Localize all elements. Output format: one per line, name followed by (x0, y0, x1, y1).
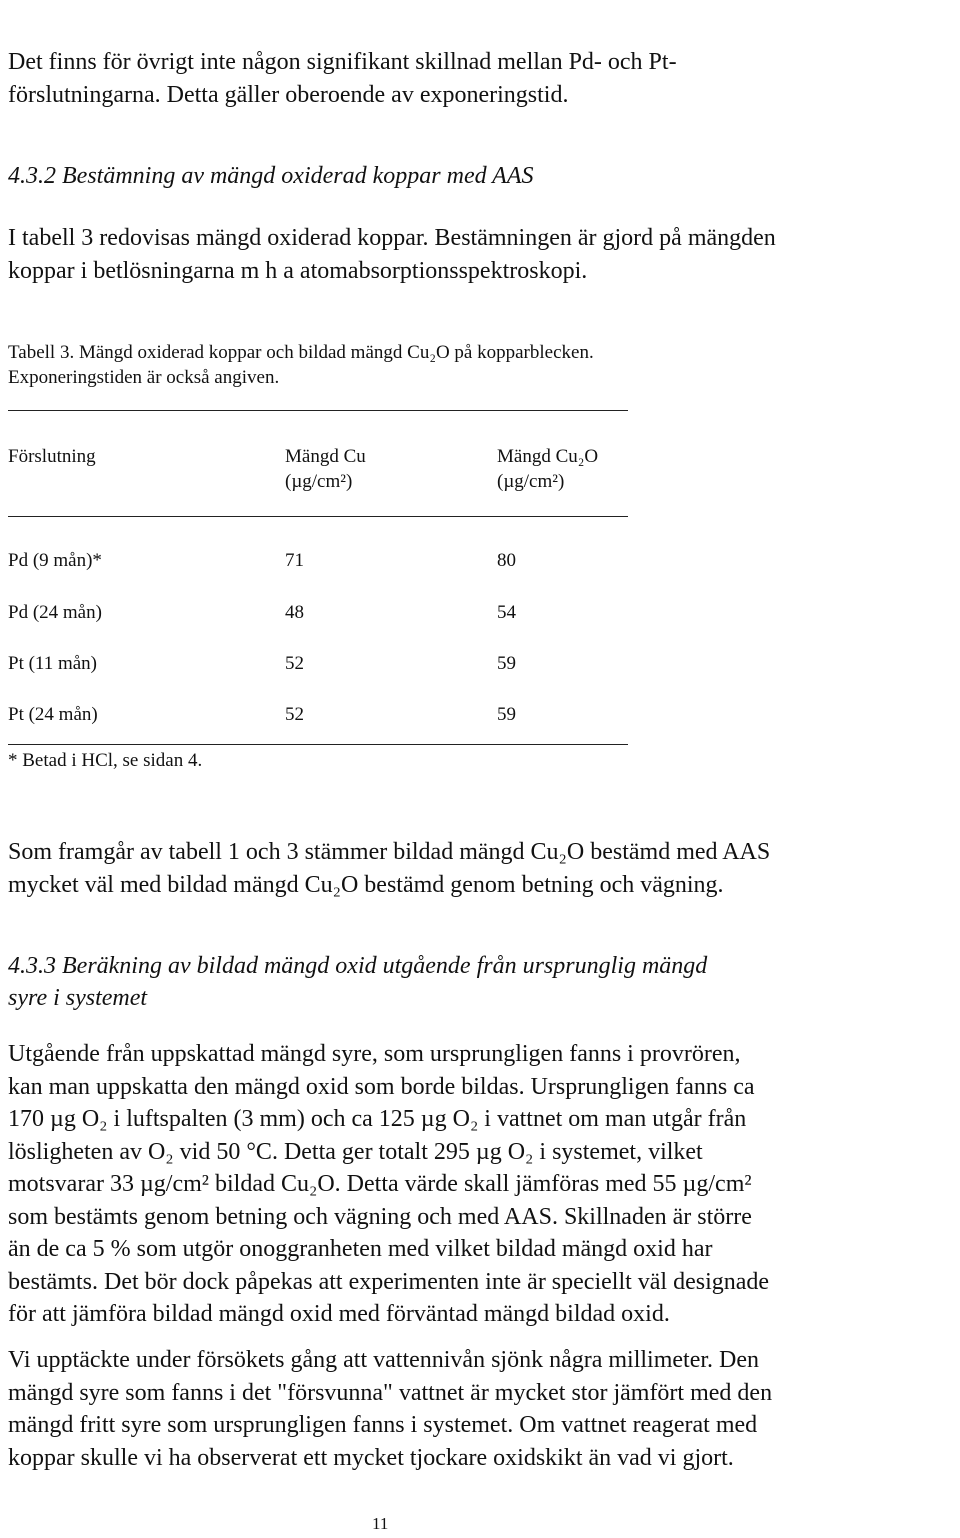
paragraph-line: lösligheten av O₂ vid 50 °C. Detta ger totalt 295 µg O₂ i systemet, vilket (8, 1138, 703, 1165)
table-cell-cu: 52 (285, 653, 304, 674)
table-row (8, 702, 628, 728)
table-cell-forslutning: Pd (24 mån) (8, 602, 102, 623)
intro-line-1: Det finns för övrigt inte någon signifikant skillnad mellan Pd- och Pt- (8, 49, 677, 75)
table-cell-cu: 71 (285, 550, 304, 571)
table-cell-forslutning: Pd (9 mån)* (8, 550, 102, 571)
table-header-mangd-cu2o (497, 444, 598, 494)
table-cell-cu2o: 80 (497, 550, 516, 571)
table-header-mangd-cu2o-label: Mängd Cu₂O (497, 446, 599, 467)
table-footnote: * Betad i HCl, se sidan 4. (8, 750, 203, 771)
paragraph-line: än de ca 5 % som utgör onoggranheten med vilket bildad mängd oxid har (8, 1236, 713, 1262)
table-row (8, 651, 628, 677)
section-4-3-2-line-1: I tabell 3 redovisas mängd oxiderad koppar. Bestämningen är gjord på mängden (8, 225, 776, 251)
paragraph-line: 170 µg O₂ i luftspalten (3 mm) och ca 125 µg O₂ i vattnet om man utgår från (8, 1106, 747, 1132)
comparison-line-2: mycket väl med bildad mängd Cu₂O bestämd genom betning och vägning. (8, 871, 724, 898)
table-row (8, 548, 628, 574)
table-cell-cu: 52 (285, 704, 304, 725)
paragraph-line: mängd syre som fanns i det "försvunna" vattnet är mycket stor jämfört med den (8, 1379, 773, 1406)
table-3-caption-line-1: Tabell 3. Mängd oxiderad koppar och bildad mängd Cu₂O på kopparblecken. (8, 342, 594, 363)
paragraph-line: motsvarar 33 µg/cm² bildad Cu₂O. Detta värde skall jämföras med 55 µg/cm² (8, 1171, 752, 1197)
section-4-3-3-heading (8, 950, 848, 1014)
paragraph-line: koppar skulle vi ha observerat ett mycket tjockare oxidskikt än vad vi gjort. (8, 1444, 734, 1471)
section-4-3-3-heading-line-1: 4.3.3 Beräkning av bildad mängd oxid utgående från ursprunglig mängd (8, 953, 708, 979)
table-3-caption (8, 340, 768, 390)
section-4-3-3-paragraph-2 (8, 1344, 832, 1474)
paragraph-line: mängd fritt syre som ursprungligen fanns i systemet. Om vattnet reagerat med (8, 1412, 758, 1438)
paragraph-line: Utgående från uppskattad mängd syre, som ursprungligen fanns i provrören, (8, 1041, 741, 1067)
table-cell-forslutning: Pt (24 mån) (8, 704, 98, 725)
paragraph-line: bestämts. Det bör dock påpekas att experimenten inte är speciellt väl designade (8, 1268, 770, 1295)
table-cell-forslutning: Pt (11 mån) (8, 653, 98, 674)
paragraph-line: som bestämts genom betning och vägning och med AAS. Skillnaden är större (8, 1203, 752, 1230)
table-bottom-rule (8, 744, 628, 745)
comparison-line-1: Som framgår av tabell 1 och 3 stämmer bildad mängd Cu₂O bestämd med AAS (8, 839, 771, 865)
section-4-3-3-paragraph-1 (8, 1038, 832, 1331)
section-4-3-2-heading: 4.3.2 Bestämning av mängd oxiderad koppar med AAS (8, 163, 534, 189)
intro-paragraph (8, 46, 836, 111)
comparison-paragraph (8, 836, 848, 901)
paragraph-line: kan man uppskatta den mängd oxid som borde bildas. Ursprungligen fanns ca (8, 1073, 755, 1100)
table-cell-cu2o: 54 (497, 602, 516, 623)
page-number: 11 (372, 1514, 389, 1533)
table-top-rule (8, 410, 628, 411)
table-row (8, 600, 628, 626)
table-3-caption-line-2: Exponeringstiden är också angiven. (8, 367, 280, 388)
table-header-mangd-cu-unit: (µg/cm²) (285, 471, 353, 492)
section-4-3-2-line-2: koppar i betlösningarna m h a atomabsorptionsspektroskopi. (8, 257, 588, 284)
paragraph-line: Vi upptäckte under försökets gång att vattennivån sjönk några millimeter. Den (8, 1347, 760, 1373)
table-cell-cu: 48 (285, 602, 304, 623)
intro-line-2: förslutningarna. Detta gäller oberoende av exponeringstid. (8, 81, 569, 108)
table-header-mangd-cu2o-unit: (µg/cm²) (497, 471, 565, 492)
table-header-mangd-cu-label: Mängd Cu (285, 446, 366, 467)
table-header-forslutning: Förslutning (8, 446, 96, 467)
table-header-mangd-cu (285, 444, 366, 494)
table-header-rule (8, 516, 628, 517)
paragraph-line: för att jämföra bildad mängd oxid med förväntad mängd bildad oxid. (8, 1301, 670, 1327)
section-4-3-3-heading-line-2: syre i systemet (8, 985, 148, 1011)
table-cell-cu2o: 59 (497, 653, 516, 674)
table-cell-cu2o: 59 (497, 704, 516, 725)
section-4-3-2-paragraph (8, 222, 838, 287)
